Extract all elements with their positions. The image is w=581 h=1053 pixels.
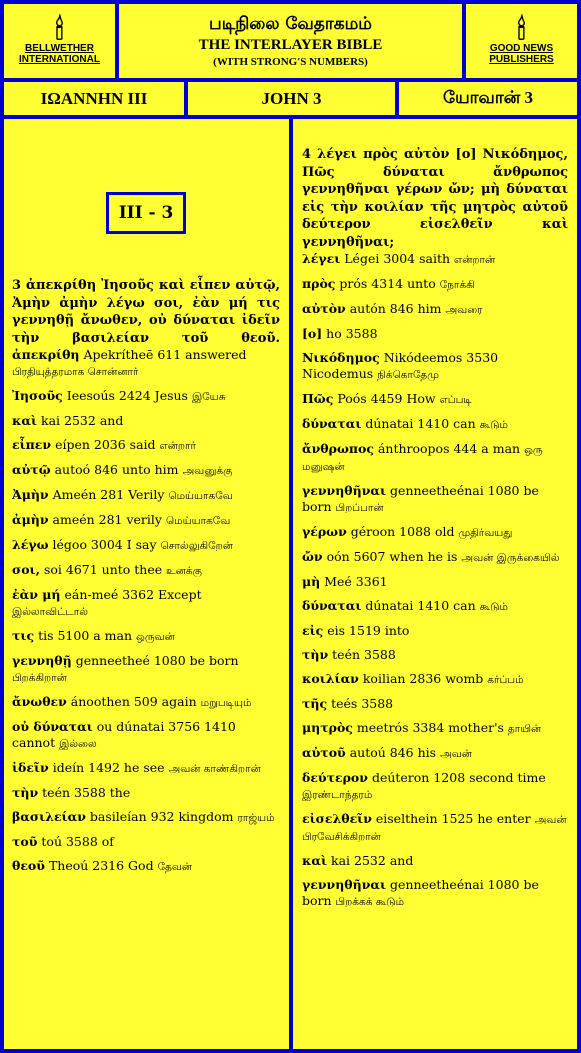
tamil-gloss: இல்லை [59,738,97,750]
word-entry [12,587,280,620]
greek-word: γέρων [302,524,347,539]
word-entry [12,487,280,504]
word-entry [302,301,568,318]
subtitle: (WITH STRONG'S NUMBERS) [213,56,368,68]
transliteration-gloss: toú 3588 of [41,834,114,849]
word-entry [302,671,568,688]
greek-reference: IΩANNHN III [4,82,184,115]
word-entry [12,858,280,875]
tamil-gloss: முதிர்வயது [458,527,513,539]
word-entry [302,574,568,590]
greek-word: τῆς [302,696,328,711]
greek-word: τις [12,628,35,643]
word-entry [302,276,568,293]
english-reference: JOHN 3 [188,82,395,115]
good-news-logo [466,4,577,78]
tamil-gloss: மெய்யாகவே [165,515,231,527]
greek-word: εἰς [302,623,324,638]
transliteration-gloss: oón 5607 when he is [326,549,458,564]
transliteration-gloss: teén 3588 [332,647,396,662]
tamil-gloss: அவன் காண்கிறான் [168,763,261,775]
word-entry [302,549,568,566]
tamil-reference: யோவான் 3 [399,82,577,115]
greek-word: θεοῦ [12,858,45,873]
greek-word: ἀπεκρίθη [12,347,80,362]
word-entry [302,745,568,762]
transliteration-gloss: ou dúnatai 3756 1410 cannot [12,719,236,750]
word-entry [302,623,568,639]
word-entry [302,251,568,268]
logo-line1: GOOD NEWS [489,43,554,54]
greek-word: μὴ [302,574,321,589]
word-entry [12,653,280,686]
tamil-gloss: அவன் [440,748,472,760]
transliteration-gloss: soi 4671 unto thee [43,562,163,577]
transliteration-gloss: teén 3588 the [42,785,131,800]
tamil-gloss: இல்லாவிட்டால் [12,606,88,618]
page-title [119,4,462,78]
tamil-gloss: ராஜ்யம் [237,812,275,824]
tamil-gloss: தேவன் [157,861,193,873]
word-entry [12,413,280,429]
greek-word: Πῶς [302,391,334,406]
tamil-gloss: அவன் இருக்கையில் [461,552,560,564]
greek-word: λέγω [12,537,49,552]
lamp-icon: 🕯 [517,14,526,45]
transliteration-gloss: eis 1519 into [327,623,410,638]
transliteration-gloss: Légei 3004 saith [344,251,451,266]
logo-line2: PUBLISHERS [489,54,554,65]
greek-word: αὐτοῦ [302,745,346,760]
tamil-gloss: நிக்கொதேமு [377,369,439,381]
greek-word: δεύτερον [302,770,368,785]
greek-word: τοῦ [12,834,38,849]
tamil-gloss: அவனுக்கு [182,465,233,477]
word-entry [12,437,280,454]
greek-word: Νικόδημος [302,350,380,365]
word-entry [302,416,568,433]
tamil-gloss: பிரதியுத்தரமாக சொன்னார் [12,366,139,378]
word-entry [302,350,568,383]
word-entry [12,628,280,645]
transliteration-gloss: genneetheénai 1080 be born [302,877,539,908]
greek-word: καὶ [12,413,38,428]
transliteration-gloss: ho 3588 [326,326,378,341]
word-entry [302,770,568,803]
word-entry [12,512,280,529]
greek-word: οὐ δύναται [12,719,93,734]
greek-word: μητρὸς [302,720,353,735]
word-entry [12,562,280,579]
chapter-badge: III - 3 [106,192,186,234]
transliteration-gloss: Apekrítheē 611 answered [83,347,247,362]
tamil-gloss: கர்ப்பம் [487,674,524,686]
title-english: THE INTERLAYER BIBLE [198,37,383,53]
transliteration-gloss: dúnatai 1410 can [365,598,476,613]
transliteration-gloss: basileían 932 kingdom [89,809,234,824]
transliteration-gloss: genneetheé 1080 be born [75,653,239,668]
transliteration-gloss: prós 4314 unto [339,276,436,291]
transliteration-gloss: kai 2532 and [331,853,414,868]
tamil-gloss: தாயின் [507,723,542,735]
greek-word: ἄνθρωπος [302,441,374,456]
word-entry [12,809,280,826]
tamil-gloss: என்றான் [454,254,496,266]
transliteration-gloss: ameén 281 verily [52,512,162,527]
transliteration-gloss: eiselthein 1525 he enter [375,811,531,826]
right-column [293,119,577,1049]
tamil-gloss: ஒருவன் [136,631,175,643]
transliteration-gloss: meetrós 3384 mother's [356,720,504,735]
greek-word: γεννηθῇ [12,653,72,668]
greek-word: ἐὰν μή [12,587,61,602]
transliteration-gloss: autón 846 him [349,301,442,316]
word-entry [12,760,280,777]
greek-word: ὤν [302,549,323,564]
word-entry [302,853,568,869]
transliteration-gloss: deúteron 1208 second time [371,770,546,785]
transliteration-gloss: eípen 2036 said [55,437,156,452]
greek-word: εἶπεν [12,437,52,452]
tamil-gloss: என்றார் [159,440,197,452]
word-entry [12,834,280,850]
tamil-gloss: அவரை [445,304,483,316]
word-entry [302,647,568,663]
tamil-gloss: ஒரு மனுஷன் [302,444,543,473]
greek-word: πρὸς [302,276,336,291]
transliteration-gloss: ánthroopos 444 a man [377,441,521,456]
word-entry [302,598,568,615]
word-list-verse-3 [12,347,280,875]
greek-word: ἰδεῖν [12,760,49,775]
greek-word: αὐτὸν [302,301,346,316]
title-tamil: படிநிலை வேதாகமம் [209,14,372,34]
greek-word: γεννηθῆναι [302,483,387,498]
verse-4-text: 4 λέγει πρὸς αὐτὸν [ο] Νικόδημος, Πῶς δύναται ἄνθρωπος γεννηθῆναι γέρων ὤν; μὴ δύναται εἰς τὴν κοιλίαν τῆς μητρὸς αὐτοῦ δεύτερον εἰσελθεῖν καὶ γεννηθῆναι; [302,147,568,250]
greek-word: δύναται [302,416,362,431]
greek-word: βασιλείαν [12,809,86,824]
greek-word: γεννηθῆναι [302,877,387,892]
word-entry [12,388,280,405]
transliteration-gloss: teés 3588 [331,696,394,711]
transliteration-gloss: autoú 846 his [349,745,437,760]
transliteration-gloss: kai 2532 and [41,413,124,428]
word-entry [302,720,568,737]
transliteration-gloss: Meé 3361 [324,574,388,589]
tamil-gloss: உனக்கு [166,565,202,577]
word-entry [302,483,568,516]
greek-word: Ἀμὴν [12,487,49,502]
word-entry [302,391,568,408]
word-entry [302,696,568,712]
word-entry [12,785,280,801]
tamil-gloss: கூடும் [479,601,509,613]
tamil-gloss: பிறக்கக் கூடும் [335,896,405,908]
logo-line2: INTERNATIONAL [19,54,100,65]
word-entry [12,537,280,554]
transliteration-gloss: koilian 2836 womb [362,671,484,686]
transliteration-gloss: Theoú 2316 God [48,858,154,873]
word-entry [302,877,568,910]
word-entry [302,811,568,845]
transliteration-gloss: tis 5100 a man [38,628,133,643]
transliteration-gloss: genneetheénai 1080 be born [302,483,539,514]
word-entry [12,694,280,711]
tamil-gloss: பிறக்கிறான் [12,672,67,684]
tamil-gloss: நோக்கி [439,279,475,291]
transliteration-gloss: légoo 3004 I say [52,537,157,552]
transliteration-gloss: ánoothen 509 again [70,694,197,709]
transliteration-gloss: autoó 846 unto him [54,462,179,477]
greek-word: Ἰησοῦς [12,388,63,403]
tamil-gloss: இயேசு [191,391,226,403]
logo-line1: BELLWETHER [25,43,94,54]
tamil-gloss: கூடும் [479,419,509,431]
greek-word: εἰσελθεῖν [302,811,372,826]
greek-word: τὴν [12,785,39,800]
bellwether-logo [4,4,115,78]
greek-word: λέγει [302,251,341,266]
greek-word: ἄνωθεν [12,694,67,709]
greek-word: κοιλίαν [302,671,359,686]
transliteration-gloss: eán-meé 3362 Except [64,587,202,602]
greek-word: καὶ [302,853,328,868]
left-column [4,119,289,1049]
word-entry [302,524,568,541]
transliteration-gloss: Poós 4459 How [337,391,436,406]
greek-word: [ο] [302,326,323,341]
tamil-gloss: பிறப்பான் [335,502,384,514]
tamil-gloss: மெய்யாகவே [168,490,233,502]
greek-word: ἀμὴν [12,512,49,527]
transliteration-gloss: ideín 1492 he see [52,760,165,775]
greek-word: δύναται [302,598,362,613]
greek-word: σοι, [12,562,40,577]
lamp-icon: 🕯 [55,14,64,45]
greek-word: τὴν [302,647,329,662]
greek-word: αὐτῷ [12,462,51,477]
tamil-gloss: இரண்டாந்தரம் [302,789,373,801]
transliteration-gloss: dúnatai 1410 can [365,416,476,431]
tamil-gloss: அவன் பிரவேசிக்கிறான் [302,814,567,843]
transliteration-gloss: Ameén 281 Verily [52,487,165,502]
word-entry [12,719,280,752]
verse-3-text: 3 ἀπεκρίθη Ἰησοῦς καὶ εἶπεν αὐτῷ, Ἀμὴν ἀμὴν λέγω σοι, ἐὰν μή τις γεννηθῇ ἄνωθεν, οὐ δύναται ἰδεῖν τὴν βασιλείαν τοῦ θεοῦ. [12,278,280,346]
tamil-gloss: மறுபடியும் [200,697,252,709]
tamil-gloss: சொல்லுகிறேன் [160,540,233,552]
transliteration-gloss: Ieesoús 2424 Jesus [66,388,188,403]
word-entry [12,347,280,380]
tamil-gloss: எப்படி [439,394,472,406]
word-list-verse-4 [302,251,568,910]
transliteration-gloss: Nikódeemos 3530 Nicodemus [302,350,499,381]
word-entry [302,441,568,475]
word-entry [302,326,568,342]
word-entry [12,462,280,479]
transliteration-gloss: géroon 1088 old [350,524,455,539]
